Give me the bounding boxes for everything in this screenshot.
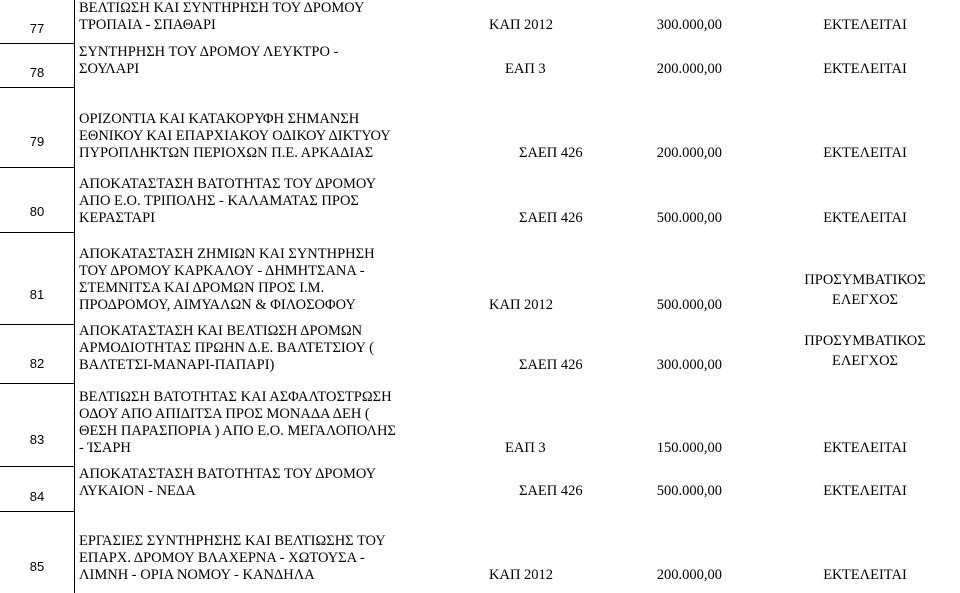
column-divider [74,0,75,593]
project-description-line: ΒΕΛΤΙΩΣΗ ΚΑΙ ΣΥΝΤΗΡΗΣΗ ΤΟΥ ΔΡΟΜΟΥ [79,0,365,16]
row-divider [0,87,75,88]
project-description-line: ΚΕΡΑΣΤΑΡΙ [79,210,156,226]
row-divider [0,383,75,384]
project-status: ΕΚΤΕΛΕΙΤΑΙ [823,17,907,33]
project-description-line: ΛΙΜΝΗ - ΟΡΙΑ ΝΟΜΟΥ - ΚΑΝΔΗΛΑ [79,567,315,583]
row-number: 84 [29,488,45,504]
budget-amount: 200.000,00 [656,567,722,583]
project-description-line: ΕΘΝΙΚΟΥ ΚΑΙ ΕΠΑΡΧΙΑΚΟΥ ΟΔΙΚΟΥ ΔΙΚΤΥΟΥ [79,128,391,144]
budget-amount: 500.000,00 [656,483,722,499]
row-number: 83 [29,432,45,448]
project-description-line: ΛΥΚΑΙΟΝ - ΝΕΔΑ [79,483,196,499]
project-status: ΕΚΤΕΛΕΙΤΑΙ [823,210,907,226]
budget-amount: 500.000,00 [656,297,722,313]
table-row [0,383,960,466]
project-description-line: ΤΡΟΠΑΙΑ - ΣΠΑΘΑΡΙ [79,17,216,33]
project-description-line: ΣΟΥΛΑΡΙ [79,61,140,77]
project-description-line: ΑΠΟΚΑΤΑΣΤΑΣΗ ΒΑΤΟΤΗΤΑΣ ΤΟΥ ΔΡΟΜΟΥ [79,466,377,482]
table-row [0,167,960,232]
project-status: ΠΡΟΣΥΜΒΑΤΙΚΟΣ [804,333,926,349]
project-status: ΕΚΤΕΛΕΙΤΑΙ [823,440,907,456]
project-description-line: ΣΤΕΜΝΙΤΣΑ ΚΑΙ ΔΡΟΜΩΝ ΠΡΟΣ Ι.Μ. [79,280,325,296]
budget-amount: 300.000,00 [656,357,722,373]
project-description-line: ΟΡΙΖΟΝΤΙΑ ΚΑΙ ΚΑΤΑΚΟΡΥΦΗ ΣΗΜΑΝΣΗ [79,111,360,127]
funding-code: ΚΑΠ 2012 [489,17,554,33]
row-number: 82 [29,356,45,372]
funding-code: ΣΑΕΠ 426 [519,145,583,161]
project-status: ΕΛΕΓΧΟΣ [832,353,898,369]
project-description-line: ΕΡΓΑΣΙΕΣ ΣΥΝΤΗΡΗΣΗΣ ΚΑΙ ΒΕΛΤΙΩΣΗΣ ΤΟΥ [79,533,386,549]
row-divider [0,511,75,512]
project-description-line: ΣΥΝΤΗΡΗΣΗ ΤΟΥ ΔΡΟΜΟΥ ΛΕΥΚΤΡΟ - [79,44,339,60]
row-divider [0,167,75,168]
funding-code: ΚΑΠ 2012 [489,567,554,583]
project-description-line: ΠΥΡΟΠΛΗΚΤΩΝ ΠΕΡΙΟΧΩΝ Π.Ε. ΑΡΚΑΔΙΑΣ [79,145,374,161]
row-number: 78 [29,64,45,80]
project-status: ΕΚΤΕΛΕΙΤΑΙ [823,145,907,161]
project-description-line: ΑΠΟΚΑΤΑΣΤΑΣΗ ΒΑΤΟΤΗΤΑΣ ΤΟΥ ΔΡΟΜΟΥ [79,176,377,192]
project-description-line: ΒΕΛΤΙΩΣΗ ΒΑΤΟΤΗΤΑΣ ΚΑΙ ΑΣΦΑΛΤΟΣΤΡΩΣΗ [79,389,392,405]
project-status: ΕΚΤΕΛΕΙΤΑΙ [823,483,907,499]
row-number: 85 [29,559,45,575]
budget-amount: 500.000,00 [656,210,722,226]
budget-amount: 300.000,00 [656,17,722,33]
project-description-line: ΑΡΜΟΔΙΟΤΗΤΑΣ ΠΡΩΗΝ Δ.Ε. ΒΑΛΤΕΤΣΙΟΥ ( [79,340,374,356]
row-number: 80 [29,203,45,219]
row-divider [0,324,75,325]
funding-code: ΣΑΕΠ 426 [519,357,583,373]
budget-amount: 150.000,00 [656,440,722,456]
project-status: ΠΡΟΣΥΜΒΑΤΙΚΟΣ [804,272,926,288]
project-description-line: ΒΑΛΤΕΤΣΙ-ΜΑΝΑΡΙ-ΠΑΠΑΡΙ) [79,357,275,373]
project-status: ΕΛΕΓΧΟΣ [832,292,898,308]
table-row [0,43,960,87]
project-status: ΕΚΤΕΛΕΙΤΑΙ [823,61,907,77]
table-row [0,324,960,383]
funding-code: ΚΑΠ 2012 [489,297,554,313]
table-row [0,232,960,324]
funding-code: ΣΑΕΠ 426 [519,210,583,226]
project-description-line: ΑΠΟΚΑΤΑΣΤΑΣΗ ΚΑΙ ΒΕΛΤΙΩΣΗ ΔΡΟΜΩΝ [79,323,363,339]
row-number: 77 [29,21,45,37]
project-status: ΕΚΤΕΛΕΙΤΑΙ [823,567,907,583]
funding-code: ΣΑΕΠ 426 [519,483,583,499]
project-description-line: ΕΠΑΡΧ. ΔΡΟΜΟΥ ΒΛΑΧΕΡΝΑ - ΧΩΤΟΥΣΑ - [79,550,365,566]
row-divider [0,466,75,467]
budget-amount: 200.000,00 [656,145,722,161]
budget-amount: 200.000,00 [656,61,722,77]
project-description-line: ΟΔΟΥ ΑΠΟ ΑΠΙΔΙΤΣΑ ΠΡΟΣ ΜΟΝΑΔΑ ΔΕΗ ( [79,406,370,422]
table-row [0,466,960,511]
table-row [0,87,960,167]
project-description-line: ΤΟΥ ΔΡΟΜΟΥ ΚΑΡΚΑΛΟΥ - ΔΗΜΗΤΣΑΝΑ - [79,263,365,279]
project-description-line: ΑΠΟ Ε.Ο. ΤΡΙΠΟΛΗΣ - ΚΑΛΑΜΑΤΑΣ ΠΡΟΣ [79,193,359,209]
row-divider [0,232,75,233]
table-row [0,0,960,43]
row-number: 79 [29,134,45,149]
project-description-line: ΘΕΣΗ ΠΑΡΑΣΠΟΡΙΑ ) ΑΠΟ Ε.Ο. ΜΕΓΑΛΟΠΟΛΗΣ [79,423,396,439]
row-divider [0,43,75,44]
project-description-line: - ΊΣΑΡΗ [79,440,131,456]
funding-code: ΕΑΠ 3 [505,440,546,456]
project-description-line: ΑΠΟΚΑΤΑΣΤΑΣΗ ΖΗΜΙΩΝ ΚΑΙ ΣΥΝΤΗΡΗΣΗ [79,246,375,262]
funding-code: ΕΑΠ 3 [505,61,546,77]
project-description-line: ΠΡΟΔΡΟΜΟΥ, ΑΙΜΥΑΛΩΝ & ΦΙΛΟΣΟΦΟΥ [79,297,356,313]
row-number: 81 [29,287,45,303]
table-row [0,511,960,593]
